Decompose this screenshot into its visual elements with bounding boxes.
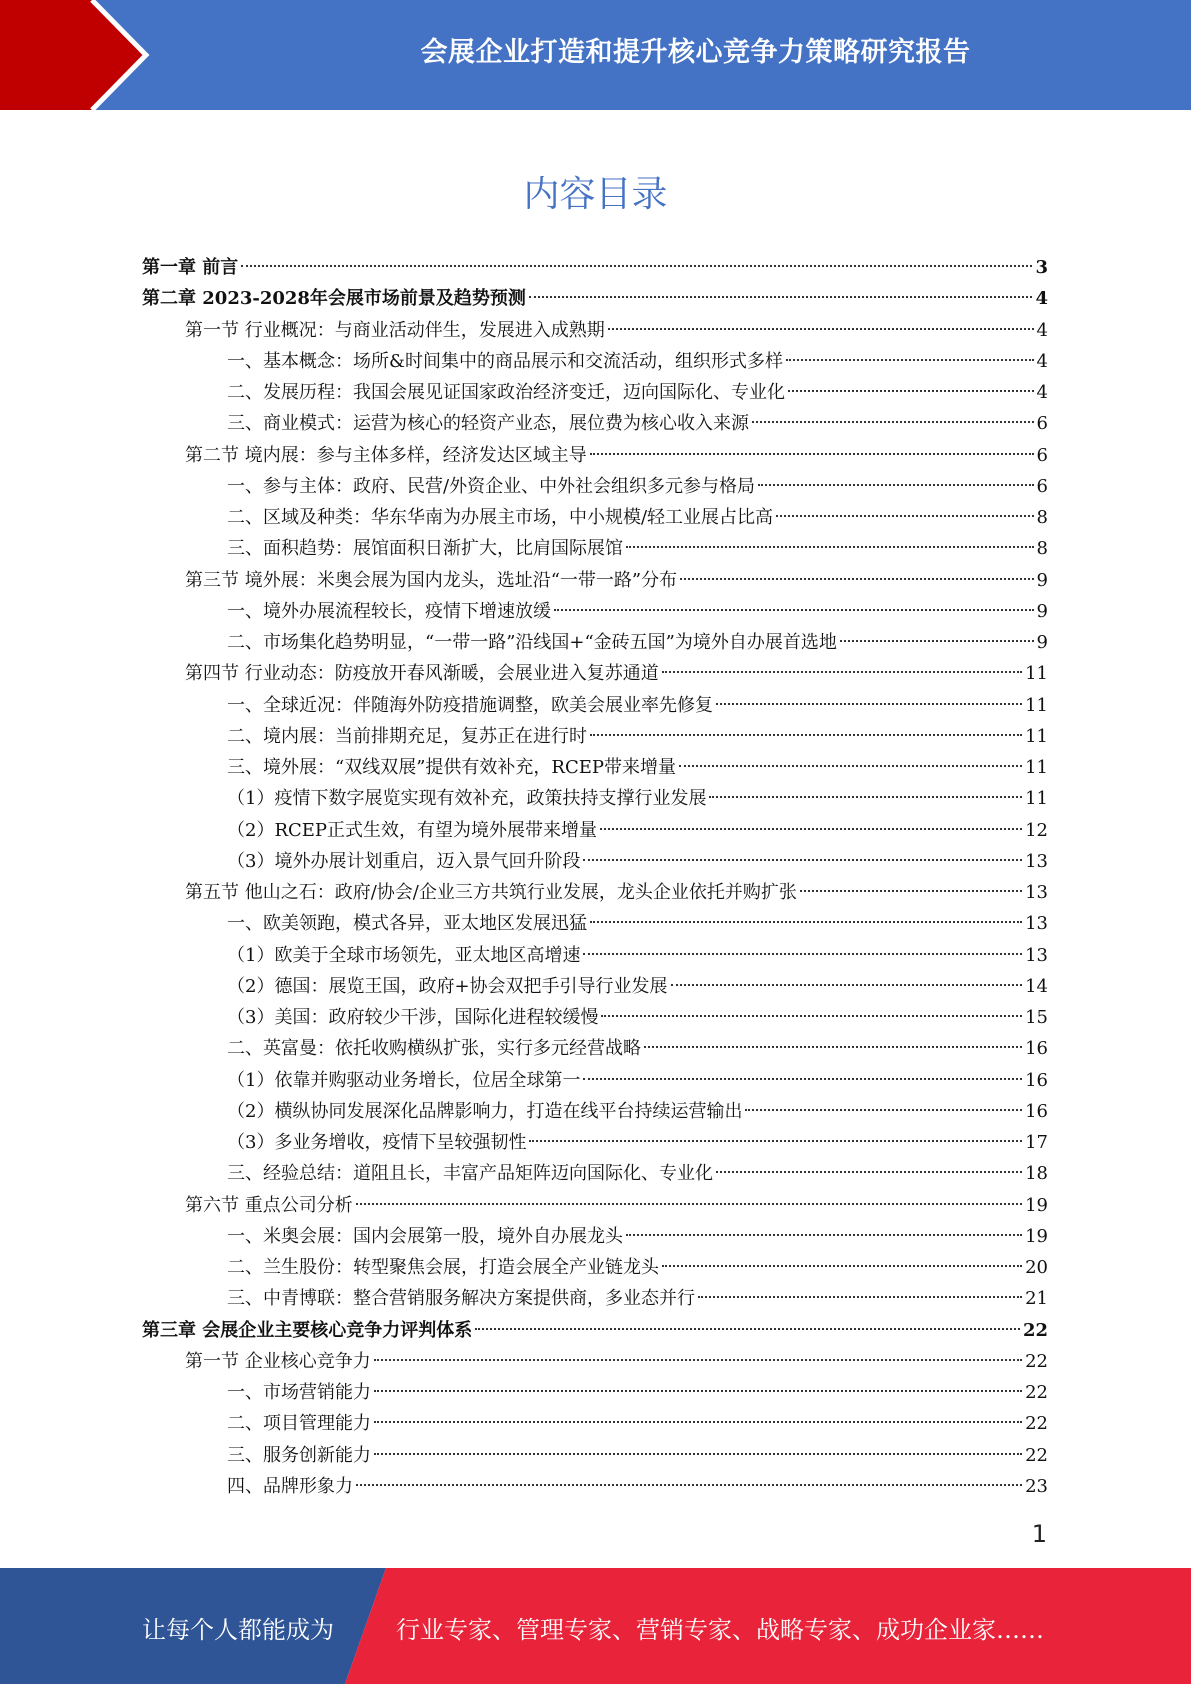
toc-entry[interactable] [142,846,1048,877]
toc-dot-leader [680,578,1033,580]
toc-entry-title: 一、参与主体：政府、民营/外资企业、中外社会组织多元参与格局 [227,475,756,497]
toc-entry-title: 三、中青博联：整合营销服务解决方案提供商，多业态并行 [227,1288,695,1310]
toc-dot-leader [356,1484,1022,1486]
toc-entry-page: 17 [1025,1132,1048,1153]
toc-dot-leader [800,890,1022,892]
toc-entry[interactable] [142,1471,1048,1502]
toc-entry-page: 22 [1025,1413,1048,1435]
toc-entry-title: 第六节 重点公司分析 [185,1194,353,1216]
toc-entry-title: 二、发展历程：我国会展见证国家政治经济变迁，迈向国际化、专业化 [227,382,785,403]
toc-entry-page: 16 [1025,1100,1048,1122]
toc-entry-title: 三、境外展：“双线双展”提供有效补充，RCEP带来增量 [227,757,676,778]
toc-entry-page: 9 [1036,632,1048,653]
toc-dot-leader [554,609,1034,611]
toc-entry-title: （1）欧美于全球市场领先，亚太地区高增速 [227,944,581,966]
toc-entry[interactable] [142,565,1048,596]
toc-entry[interactable] [142,908,1048,939]
toc-entry-page: 8 [1036,507,1048,528]
toc-entry-title: 一、市场营销能力 [227,1382,371,1403]
toc-entry-title: （3）多业务增收，疫情下呈较强韧性 [227,1132,527,1153]
toc-entry-page: 20 [1025,1257,1048,1278]
toc-dot-leader [374,1359,1022,1361]
toc-dot-leader [590,734,1022,736]
page-header [0,0,1191,110]
toc-entry[interactable] [142,877,1048,908]
toc-entry[interactable] [142,377,1048,408]
toc-dot-leader [758,484,1033,486]
toc-entry-title: 第一节 企业核心竞争力 [185,1350,371,1372]
toc-dot-leader [788,390,1034,392]
toc-entry-title: 第一节 行业概况：与商业活动伴生，发展进入成熟期 [185,319,605,341]
toc-entry-title: 二、项目管理能力 [227,1413,371,1435]
toc-entry-title: 第二节 境内展：参与主体多样，经济发达区域主导 [185,444,587,466]
toc-entry-page: 11 [1025,788,1048,810]
toc-entry-page: 16 [1025,1038,1048,1060]
toc-entry-page: 3 [1035,257,1048,278]
toc-dot-leader [709,796,1022,798]
toc-entry-page: 4 [1036,350,1048,372]
table-of-contents [142,252,1048,1502]
toc-entry-page: 15 [1025,1007,1048,1028]
toc-dot-leader [374,1421,1022,1423]
toc-entry[interactable] [142,346,1048,377]
toc-dot-leader [786,359,1034,361]
toc-dot-leader [662,1265,1022,1267]
toc-entry[interactable] [142,1377,1048,1408]
toc-dot-leader [644,1046,1022,1048]
toc-dot-leader [374,1453,1022,1455]
toc-entry-page: 13 [1025,944,1048,966]
toc-dot-leader [745,1109,1022,1111]
toc-entry-title: 一、欧美领跑，模式各异，亚太地区发展迅猛 [227,913,587,935]
toc-dot-leader [475,1328,1020,1330]
toc-entry-title: 第四节 行业动态：防疫放开春风渐暖，会展业进入复苏通道 [185,663,659,685]
toc-entry-title: 一、米奥会展：国内会展第一股，境外自办展龙头 [227,1225,623,1247]
toc-dot-leader [590,921,1022,923]
toc-entry[interactable] [142,815,1048,846]
toc-entry-page: 19 [1025,1225,1048,1247]
toc-entry-title: 三、经验总结：道阻且长，丰富产品矩阵迈向国际化、专业化 [227,1163,713,1185]
toc-entry-page: 21 [1025,1288,1048,1310]
toc-dot-leader [608,328,1034,330]
toc-entry[interactable] [142,1408,1048,1439]
toc-dot-leader [776,515,1033,517]
toc-dot-leader [241,265,1032,267]
toc-dot-leader [716,1171,1022,1173]
toc-entry-title: （1）疫情下数字展览实现有效补充，政策扶持支撑行业发展 [227,788,707,810]
toc-entry-title: （1）依靠并购驱动业务增长，位居全球第一 [227,1069,581,1091]
toc-entry[interactable] [142,1190,1048,1221]
toc-entry-title: 二、区域及种类：华东华南为办展主市场，中小规模/轻工业展占比高 [227,507,774,528]
toc-entry-page: 13 [1025,882,1048,903]
toc-entry-page: 11 [1025,694,1048,716]
toc-entry[interactable] [142,315,1048,346]
toc-entry-page: 9 [1036,600,1048,622]
toc-dot-leader [698,1296,1022,1298]
toc-entry[interactable] [142,971,1048,1002]
toc-entry[interactable] [142,471,1048,502]
toc-dot-leader [529,1140,1022,1142]
toc-entry[interactable] [142,1096,1048,1127]
toc-entry-page: 6 [1036,475,1048,497]
toc-dot-leader [840,640,1034,642]
toc-entry[interactable] [142,408,1048,439]
toc-entry[interactable] [142,533,1048,564]
toc-entry-page: 11 [1025,725,1048,747]
toc-entry[interactable] [142,1033,1048,1064]
toc-entry-page: 19 [1025,1194,1048,1216]
toc-heading: 内容目录 [523,174,668,215]
page-footer [0,1568,1191,1684]
toc-entry-page: 6 [1036,444,1048,466]
toc-entry-title: 一、全球近况：伴随海外防疫措施调整，欧美会展业率先修复 [227,694,713,716]
toc-entry[interactable] [142,502,1048,533]
toc-entry-title: 三、面积趋势：展馆面积日渐扩大，比肩国际展馆 [227,538,623,560]
toc-entry-title: 第三章 会展企业主要核心竞争力评判体系 [142,1319,473,1341]
toc-entry-title: （2）横纵协同发展深化品牌影响力，打造在线平台持续运营输出 [227,1100,743,1122]
footer-slogan-left: 让每个人都能成为 [142,1616,334,1644]
toc-entry[interactable] [142,658,1048,689]
toc-dot-leader [374,1390,1022,1392]
toc-dot-leader [583,859,1022,861]
toc-entry-page: 13 [1025,850,1048,872]
toc-entry[interactable] [142,1440,1048,1471]
toc-entry-title: 三、服务创新能力 [227,1444,371,1466]
toc-entry[interactable] [142,721,1048,752]
toc-entry-title: 二、兰生股份：转型聚焦会展，打造会展全产业链龙头 [227,1257,659,1278]
toc-dot-leader [601,1015,1022,1017]
toc-entry[interactable] [142,690,1048,721]
toc-entry-page: 9 [1036,569,1048,591]
toc-entry-page: 4 [1035,288,1048,310]
toc-dot-leader [626,1234,1022,1236]
toc-entry-page: 6 [1036,413,1048,435]
toc-entry-title: 二、市场集化趋势明显，“一带一路”沿线国+“金砖五国”为境外自办展首选地 [227,632,837,653]
toc-entry-page: 4 [1036,319,1048,341]
toc-dot-leader [716,703,1022,705]
toc-entry-page: 23 [1025,1475,1048,1497]
page-number: 1 [1031,1520,1047,1548]
toc-entry-title: 二、英富曼：依托收购横纵扩张，实行多元经营战略 [227,1038,641,1060]
toc-entry-title: （2）RCEP正式生效，有望为境外展带来增量 [227,819,598,841]
footer-slogan-right: 行业专家、管理专家、营销专家、战略专家、成功企业家…… [396,1616,1044,1644]
toc-entry-title: 四、品牌形象力 [227,1475,353,1497]
toc-entry-title: （3）境外办展计划重启，迈入景气回升阶段 [227,850,581,872]
toc-entry-title: 一、境外办展流程较长，疫情下增速放缓 [227,600,551,622]
toc-entry-page: 22 [1025,1350,1048,1372]
toc-dot-leader [583,953,1022,955]
toc-entry-title: 第五节 他山之石：政府/协会/企业三方共筑行业发展，龙头企业依托并购扩张 [185,882,797,903]
toc-entry-title: 三、商业模式：运营为核心的轻资产业态，展位费为核心收入来源 [227,413,749,435]
toc-dot-leader [752,421,1034,423]
toc-dot-leader [662,671,1022,673]
toc-entry-page: 22 [1025,1382,1048,1403]
toc-entry[interactable] [142,1346,1048,1377]
toc-entry[interactable] [142,596,1048,627]
toc-entry[interactable] [142,1252,1048,1283]
toc-entry-title: （2）德国：展览王国，政府+协会双把手引导行业发展 [227,975,668,997]
toc-dot-leader [356,1203,1022,1205]
toc-entry[interactable] [142,1315,1048,1346]
toc-entry-title: 一、基本概念：场所&时间集中的商品展示和交流活动，组织形式多样 [227,350,784,372]
toc-dot-leader [583,1078,1022,1080]
toc-entry-page: 11 [1025,757,1048,778]
toc-entry-title: （3）美国：政府较少干涉，国际化进程较缓慢 [227,1007,599,1028]
toc-entry[interactable] [142,1002,1048,1033]
toc-entry-page: 4 [1036,382,1048,403]
toc-dot-leader [679,765,1022,767]
toc-entry[interactable] [142,283,1048,314]
toc-entry[interactable] [142,752,1048,783]
toc-entry[interactable] [142,1221,1048,1252]
toc-entry[interactable] [142,440,1048,471]
toc-entry[interactable] [142,940,1048,971]
toc-entry[interactable] [142,1127,1048,1158]
toc-dot-leader [671,984,1023,986]
toc-entry[interactable] [142,1283,1048,1314]
toc-entry[interactable] [142,1065,1048,1096]
toc-entry[interactable] [142,783,1048,814]
toc-entry[interactable] [142,1158,1048,1189]
toc-entry-page: 22 [1025,1444,1048,1466]
toc-entry-title: 二、境内展：当前排期充足，复苏正在进行时 [227,725,587,747]
toc-entry-page: 16 [1025,1069,1048,1091]
toc-dot-leader [529,296,1033,298]
toc-entry[interactable] [142,252,1048,283]
toc-dot-leader [590,453,1034,455]
toc-entry-page: 12 [1025,819,1048,841]
toc-entry-page: 22 [1022,1319,1048,1341]
toc-entry-title: 第二章 2023-2028年会展市场前景及趋势预测 [142,288,526,310]
toc-entry-page: 13 [1025,913,1048,935]
toc-entry[interactable] [142,627,1048,658]
toc-entry-page: 14 [1025,975,1048,997]
report-title: 会展企业打造和提升核心竞争力策略研究报告 [420,37,971,68]
toc-entry-page: 11 [1025,663,1048,685]
toc-dot-leader [600,828,1022,830]
toc-entry-page: 18 [1025,1163,1048,1185]
toc-entry-page: 8 [1036,538,1048,560]
toc-dot-leader [626,546,1034,548]
toc-entry-title: 第一章 前言 [142,257,239,278]
toc-entry-title: 第三节 境外展：米奥会展为国内龙头，选址沿“一带一路”分布 [185,569,678,591]
